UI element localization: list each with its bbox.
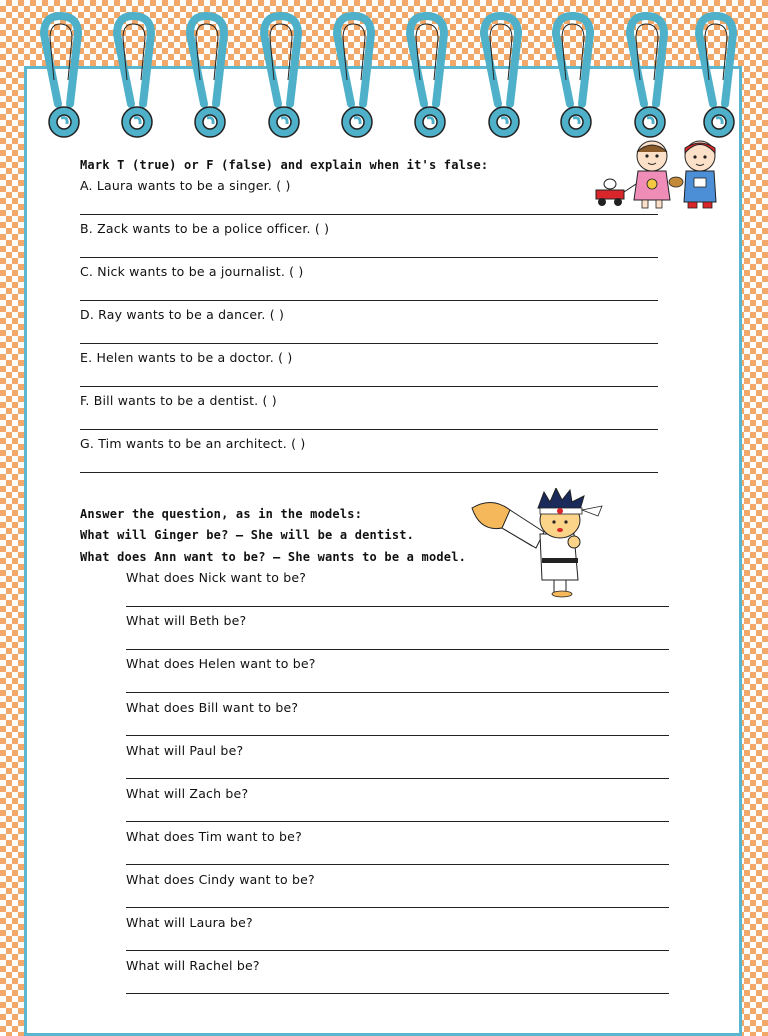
question-answer-line-4[interactable] [126, 735, 669, 736]
question-2: What will Beth be? [126, 613, 247, 628]
question-7: What does Tim want to be? [126, 829, 302, 844]
answer-line-b[interactable] [80, 257, 658, 258]
question-answer-line-3[interactable] [126, 692, 669, 693]
true-false-item-g: G. Tim wants to be an architect. ( ) [80, 436, 306, 451]
question-8: What does Cindy want to be? [126, 872, 315, 887]
question-3: What does Helen want to be? [126, 656, 316, 671]
question-6: What will Zach be? [126, 786, 249, 801]
section2-heading: Answer the question, as in the models: [80, 507, 363, 521]
question-answer-line-10[interactable] [126, 993, 669, 994]
question-1: What does Nick want to be? [126, 570, 307, 585]
answer-line-e[interactable] [80, 386, 658, 387]
answer-line-c[interactable] [80, 300, 658, 301]
true-false-item-b: B. Zack wants to be a police officer. ( ) [80, 221, 330, 236]
question-answer-line-9[interactable] [126, 950, 669, 951]
answer-line-f[interactable] [80, 429, 658, 430]
question-answer-line-6[interactable] [126, 821, 669, 822]
answer-line-a[interactable] [80, 214, 658, 215]
children-clipart-icon [592, 138, 732, 214]
true-false-item-c: C. Nick wants to be a journalist. ( ) [80, 264, 304, 279]
section1-heading: Mark T (true) or F (false) and explain when it's false: [80, 158, 489, 172]
answer-line-d[interactable] [80, 343, 658, 344]
karate-kid-clipart-icon [462, 488, 622, 598]
model-answer-1: What will Ginger be? – She will be a dentist. [80, 528, 415, 542]
model-answer-2: What does Ann want to be? – She wants to be a model. [80, 550, 467, 564]
question-4: What does Bill want to be? [126, 700, 299, 715]
true-false-item-e: E. Helen wants to be a doctor. ( ) [80, 350, 293, 365]
true-false-item-d: D. Ray wants to be a dancer. ( ) [80, 307, 285, 322]
question-10: What will Rachel be? [126, 958, 260, 973]
question-9: What will Laura be? [126, 915, 253, 930]
question-answer-line-7[interactable] [126, 864, 669, 865]
true-false-item-f: F. Bill wants to be a dentist. ( ) [80, 393, 277, 408]
true-false-item-a: A. Laura wants to be a singer. ( ) [80, 178, 291, 193]
question-5: What will Paul be? [126, 743, 244, 758]
question-answer-line-8[interactable] [126, 907, 669, 908]
question-answer-line-2[interactable] [126, 649, 669, 650]
answer-line-g[interactable] [80, 472, 658, 473]
question-answer-line-5[interactable] [126, 778, 669, 779]
question-answer-line-1[interactable] [126, 606, 669, 607]
